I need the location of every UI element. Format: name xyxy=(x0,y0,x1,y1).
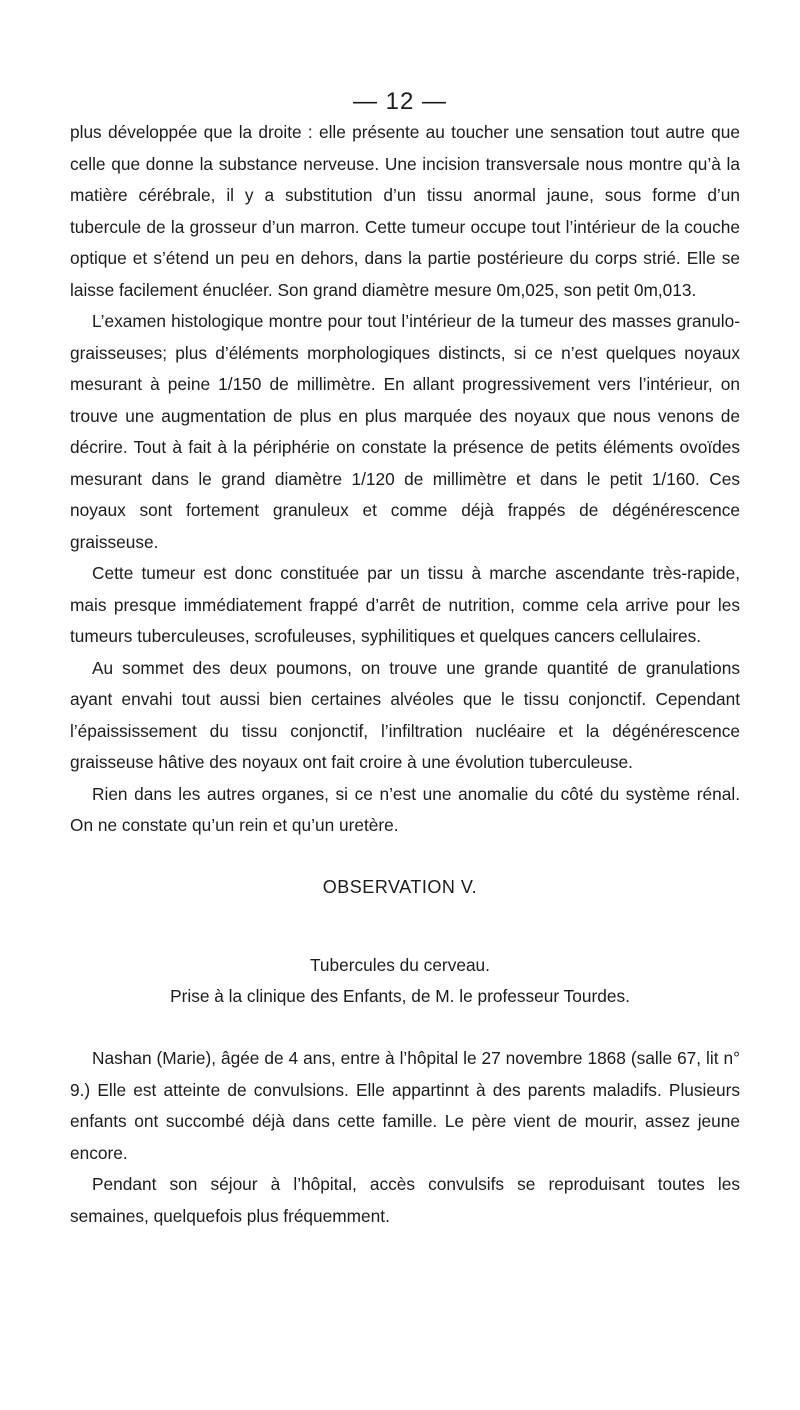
text-block-1 xyxy=(70,117,740,842)
paragraph: Cette tumeur est donc constituée par un tissu à marche ascendante très-rapide, mais presque immédiatement frappé d’arrêt de nutrition, comme cela arrive pour les tumeurs tuberculeuses, scrofuleuses, syphilitiques et quelques cancers cellulaires. xyxy=(70,563,740,646)
observation-source: Prise à la clinique des Enfants, de M. le professeur Tourdes. xyxy=(170,986,630,1006)
observation-title: OBSERVATION V. xyxy=(322,877,478,897)
observation-subtitle: Tubercules du cerveau. xyxy=(310,955,490,975)
page-number: — 12 — xyxy=(352,88,448,115)
paragraph: Au sommet des deux poumons, on trouve une grande quantité de granulations ayant envahi tout aussi bien certaines alvéoles que le tissu conjonctif. Cependant l’épaississement du tissu conjonctif, l’infiltration nucléaire et la dégénérescence graisseuse hâtive des noyaux ont fait croire à une évolution tuberculeuse. xyxy=(70,657,740,772)
paragraph: Rien dans les autres organes, si ce n’est une anomalie du côté du système rénal. On ne constate qu’un rein et qu’un uretère. xyxy=(70,783,740,835)
paragraph: Pendant son séjour à l’hôpital, accès convulsifs se reproduisant toutes les semaines, quelquefois plus fréquemment. xyxy=(70,1174,740,1226)
text-block-2 xyxy=(70,1043,740,1232)
paragraph: Nashan (Marie), âgée de 4 ans, entre à l’hôpital le 27 novembre 1868 (salle 67, lit n° 9.) Elle est atteinte de convulsions. Elle appartinnt à des parents maladifs. Plusieurs enfants ont succombé déjà dans cette famille. Le père vient de mourir, assez jeune encore. xyxy=(70,1048,740,1163)
paragraph: plus développée que la droite : elle présente au toucher une sensation tout autre que celle que donne la substance nerveuse. Une incision transversale nous montre qu’à la matière cérébrale, il y a substitution d’un tissu anormal jaune, sous forme d’un tubercule de la grosseur d’un marron. Cette tumeur occupe tout l’intérieur de la couche optique et s’étend un peu en dehors, dans la partie postérieure du corps strié. Elle se laisse facilement énucléer. Son grand diamètre mesure 0m,025, son petit 0m,013. xyxy=(70,122,740,300)
paragraph: L’examen histologique montre pour tout l’intérieur de la tumeur des masses granulo-graisseuses; plus d’éléments morphologiques distincts, si ce n’est quelques noyaux mesurant à peine 1/150 de millimètre. En allant progressivement vers l’intérieur, on trouve une augmentation de plus en plus marquée des noyaux que nous venons de décrire. Tout à fait à la périphérie on constate la présence de petits éléments ovoïdes mesurant dans le grand diamètre 1/120 de millimètre et dans le petit 1/160. Ces noyaux sont fortement granuleux et comme déjà frappés de dégénérescence graisseuse. xyxy=(70,311,740,552)
